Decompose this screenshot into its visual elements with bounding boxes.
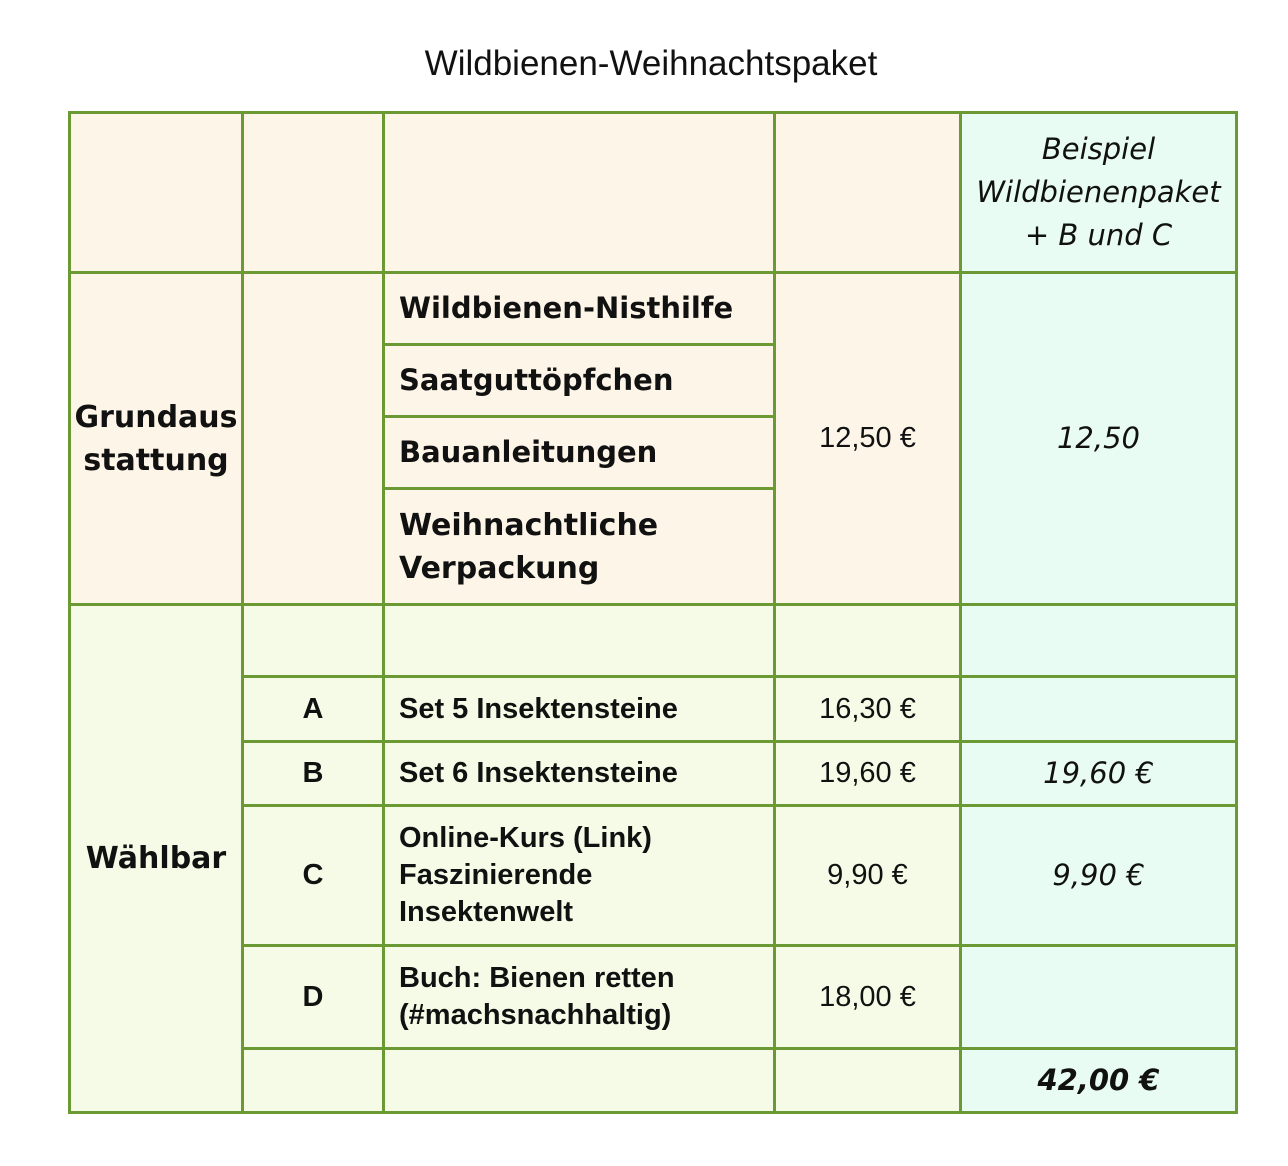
basic-price: 12,50 € xyxy=(775,273,961,605)
total-row-empty xyxy=(243,1049,384,1113)
grundausstattung-label-line2: stattung xyxy=(83,442,229,478)
waehlbar-label: Wählbar xyxy=(70,605,243,1113)
option-name-line1: Online-Kurs (Link) xyxy=(399,822,652,854)
option-example: 9,90 € xyxy=(961,806,1237,946)
basic-example-value: 12,50 xyxy=(961,273,1237,605)
option-code: B xyxy=(243,742,384,806)
basic-item-bauanleitungen: Bauanleitungen xyxy=(384,417,775,489)
option-name xyxy=(384,946,775,1049)
option-example xyxy=(961,946,1237,1049)
example-header-line2: Wildbienenpaket xyxy=(976,175,1221,209)
option-code: D xyxy=(243,946,384,1049)
spacer-cell xyxy=(961,605,1237,677)
option-code: A xyxy=(243,677,384,742)
option-row-b xyxy=(70,742,1237,806)
grundausstattung-label-line1: Grundaus xyxy=(74,399,238,435)
option-price: 9,90 € xyxy=(775,806,961,946)
header-cell-empty xyxy=(775,113,961,273)
option-example xyxy=(961,677,1237,742)
total-row xyxy=(70,1049,1237,1113)
option-name xyxy=(384,806,775,946)
option-name-line2: (#machsnachhaltig) xyxy=(399,999,672,1031)
option-spacer-row xyxy=(70,605,1237,677)
basic-item-verpackung xyxy=(384,489,775,605)
example-header-line3: + B und C xyxy=(1024,218,1173,252)
option-row-d xyxy=(70,946,1237,1049)
option-price: 19,60 € xyxy=(775,742,961,806)
option-name: Set 6 Insektensteine xyxy=(384,742,775,806)
option-price: 18,00 € xyxy=(775,946,961,1049)
package-table xyxy=(68,111,1238,1114)
option-name-line1: Buch: Bienen retten xyxy=(399,962,675,994)
example-header-line1: Beispiel xyxy=(1041,132,1156,166)
total-value: 42,00 € xyxy=(961,1049,1237,1113)
option-name: Set 5 Insektensteine xyxy=(384,677,775,742)
header-cell-empty xyxy=(70,113,243,273)
basic-item-nisthilfe: Wildbienen-Nisthilfe xyxy=(384,273,775,345)
option-example: 19,60 € xyxy=(961,742,1237,806)
option-name-line3: Insektenwelt xyxy=(399,896,574,928)
page-title: Wildbienen-Weihnachtspaket xyxy=(424,44,878,83)
spacer-cell xyxy=(384,605,775,677)
total-row-empty xyxy=(775,1049,961,1113)
grundausstattung-label xyxy=(70,273,243,605)
basic-item-verpackung-line2: Verpackung xyxy=(399,550,600,586)
option-code: C xyxy=(243,806,384,946)
option-row-a xyxy=(70,677,1237,742)
spacer-cell xyxy=(243,605,384,677)
total-row-empty xyxy=(384,1049,775,1113)
basic-item-row xyxy=(70,273,1237,345)
spacer-cell xyxy=(775,605,961,677)
header-row xyxy=(70,113,1237,273)
header-cell-empty xyxy=(384,113,775,273)
basic-item-verpackung-line1: Weihnachtliche xyxy=(399,507,659,543)
option-name-line2: Faszinierende xyxy=(399,859,593,891)
example-header xyxy=(961,113,1237,273)
header-cell-empty xyxy=(243,113,384,273)
basic-code-empty xyxy=(243,273,384,605)
option-price: 16,30 € xyxy=(775,677,961,742)
basic-item-saatgut: Saatguttöpfchen xyxy=(384,345,775,417)
option-row-c xyxy=(70,806,1237,946)
